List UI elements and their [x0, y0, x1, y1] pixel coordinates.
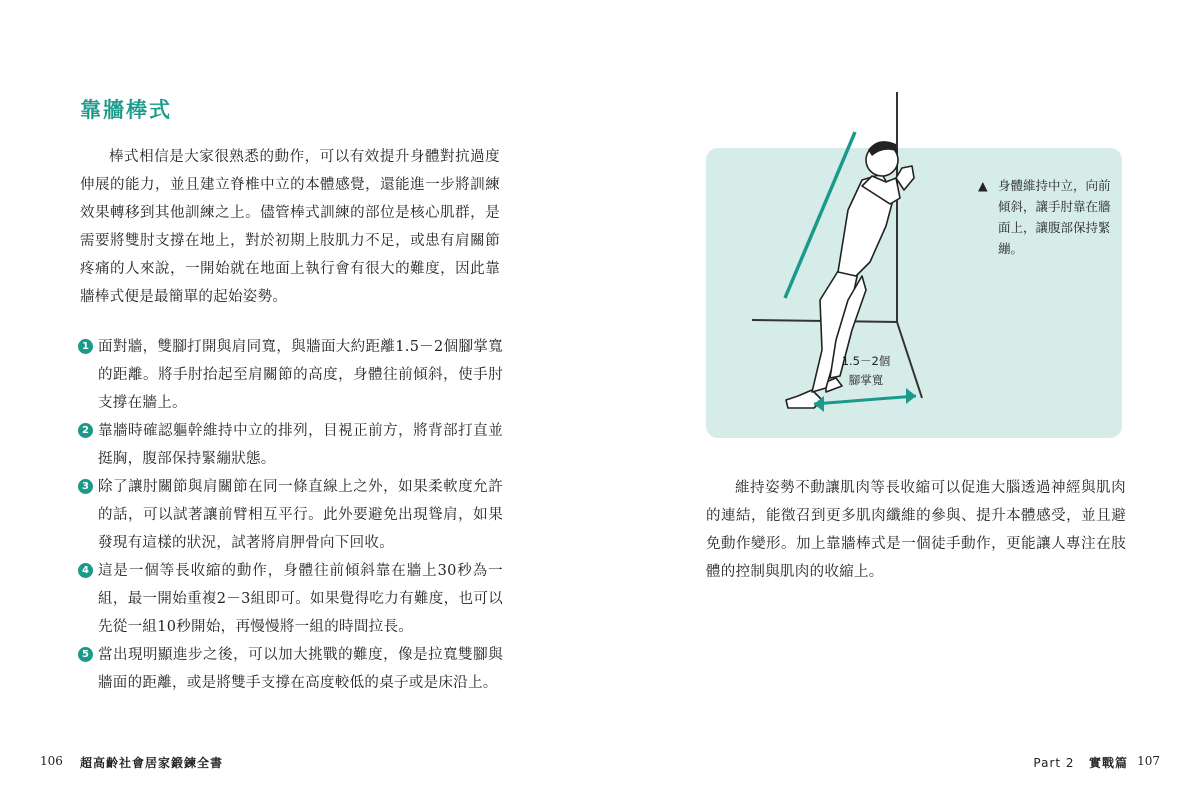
step-number-badge: 4 [78, 563, 93, 578]
hands [896, 166, 914, 190]
distance-label-line1: 1.5－2個 [841, 354, 891, 368]
step-number-badge: 2 [78, 423, 93, 438]
step-number-badge: 3 [78, 479, 93, 494]
caption-triangle-icon: ▲ [978, 178, 988, 193]
running-section-title [1033, 754, 1128, 771]
page-number-right: 107 [1137, 754, 1160, 768]
part-label: Part 2 [1033, 756, 1075, 770]
step-text: 靠牆時確認軀幹維持中立的排列，目視正前方，將背部打直並挺胸，腹部保持緊繃狀態。 [98, 423, 503, 467]
distance-arrow-line [814, 396, 916, 404]
body-paragraph: 維持姿勢不動讓肌肉等長收縮可以促進大腦透過神經與肌肉的連結，能徵召到更多肌肉纖維的參與、提升本體感受，並且避免動作變形。加上靠牆棒式是一個徒手動作，更能讓人專注在肢體的控制與肌肉的收縮上。 [706, 480, 1126, 580]
step-number-badge: 5 [78, 647, 93, 662]
step-text: 當出現明顯進步之後，可以加大挑戰的難度，像是拉寬雙腳與牆面的距離，或是將雙手支撐在高度較低的桌子或是床沿上。 [98, 647, 503, 691]
distance-label-line2: 腳掌寬 [848, 373, 884, 387]
distance-label [826, 352, 906, 390]
intro-paragraph: 棒式相信是大家很熟悉的動作，可以有效提升身體對抗過度伸展的能力，並且建立脊椎中立的本體感覺，還能進一步將訓練效果轉移到其他訓練之上。儘管棒式訓練的部位是核心肌群，是需要將雙肘支撐在地上，對於初期上肢肌力不足，或患有肩關節疼痛的人來說，一開始就在地面上執行會有很大的難度，因此靠牆棒式便是最簡單的起始姿勢。 [80, 149, 500, 305]
step-text: 面對牆，雙腳打開與肩同寬，與牆面大約距離1.5－2個腳掌寬的距離。將手肘抬起至肩關節的高度，身體往前傾斜，使手肘支撐在牆上。 [98, 339, 503, 411]
right-page [600, 0, 1200, 811]
step-text: 這是一個等長收縮的動作，身體往前傾斜靠在牆上30秒為一組，最一開始重複2－3組即可。如果覺得吃力有難度，也可以先從一組10秒開始，再慢慢將一組的時間拉長。 [98, 563, 503, 635]
distance-arrow-right-head [906, 388, 916, 404]
section-title: 靠牆棒式 [80, 98, 172, 122]
section-label: 實戰篇 [1088, 756, 1128, 770]
step-item [78, 473, 503, 557]
page-number-left: 106 [40, 754, 63, 768]
caption-text: 身體維持中立，向前傾斜，讓手肘靠在牆面上，讓腹部保持緊繃。 [998, 178, 1111, 256]
steps-list [78, 333, 503, 697]
step-item [78, 333, 503, 417]
step-item [78, 641, 503, 697]
step-text: 除了讓肘關節與肩關節在同一條直線上之外，如果柔軟度允許的話，可以試著讓前臂相互平行。此外要避免出現聳肩，如果發現有這樣的狀況，試著將肩胛骨向下回收。 [98, 479, 503, 551]
step-number-badge: 1 [78, 339, 93, 354]
running-book-title: 超高齡社會居家鍛鍊全書 [80, 756, 224, 770]
step-item [78, 417, 503, 473]
step-item [78, 557, 503, 641]
illustration-caption [980, 175, 1120, 259]
